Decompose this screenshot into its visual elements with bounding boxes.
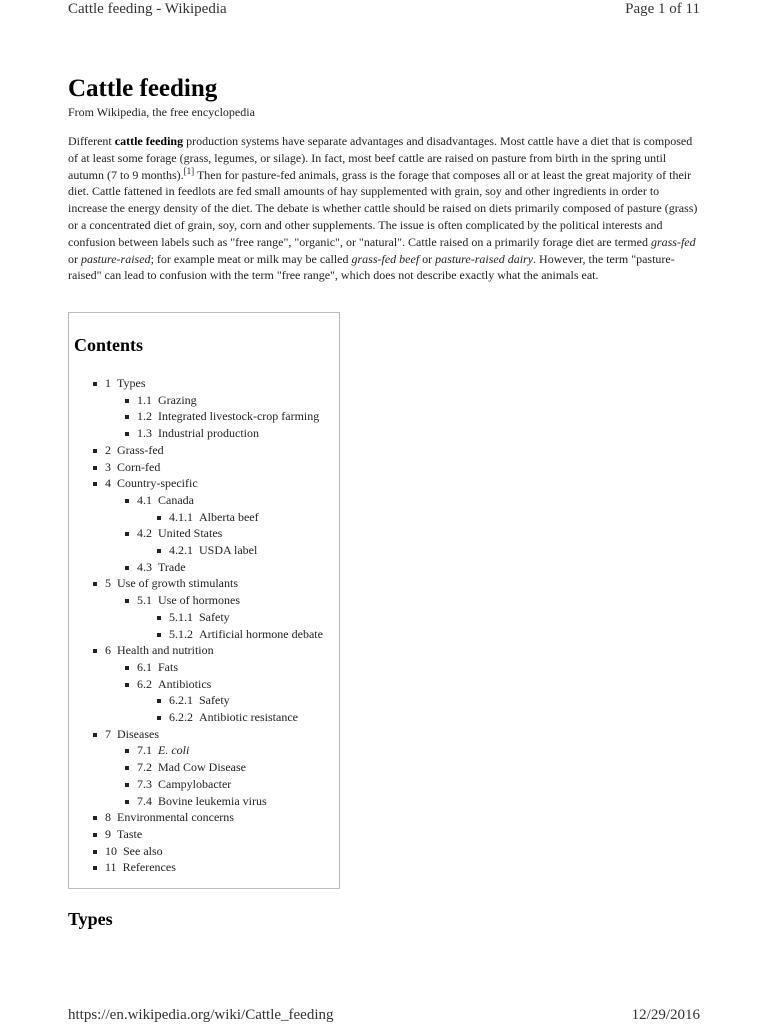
toc-item-number: 7.4	[137, 793, 152, 808]
toc-item-number: 6	[105, 643, 111, 658]
toc-item-link[interactable]: Mad Cow Disease	[158, 760, 246, 775]
toc-item[interactable]	[69, 442, 323, 459]
print-footer-date: 12/29/2016	[631, 1007, 700, 1023]
toc-item[interactable]	[69, 692, 323, 709]
toc-item-number: 6.2.1	[169, 693, 193, 708]
toc-item[interactable]	[69, 726, 323, 743]
toc-item-number: 4	[105, 476, 111, 491]
toc-item-number: 7.3	[137, 776, 152, 791]
toc-item-number: 4.3	[137, 559, 152, 574]
toc-item-link[interactable]: Taste	[117, 826, 143, 841]
toc-list	[69, 375, 323, 876]
toc-item-link[interactable]: Campylobacter	[158, 776, 232, 791]
toc-item-number: 1.1	[137, 392, 152, 407]
toc-item-link[interactable]: Diseases	[117, 726, 159, 741]
toc-item-number: 1	[105, 376, 111, 390]
toc-item-number: 6.2.2	[169, 710, 193, 725]
section-heading-types: Types	[68, 909, 113, 929]
toc-item-link[interactable]: Use of hormones	[158, 593, 240, 608]
toc-item-number: 1.2	[137, 409, 152, 424]
print-footer-url: https://en.wikipedia.org/wiki/Cattle_feeding	[68, 1007, 334, 1023]
toc-item[interactable]	[69, 408, 323, 425]
toc-item-link[interactable]: Environmental concerns	[117, 810, 234, 825]
toc-item-link[interactable]: Grass-fed	[117, 442, 164, 457]
toc-item-link[interactable]: E. coli	[158, 743, 190, 758]
toc-item-link[interactable]: Fats	[158, 659, 179, 674]
toc-item-link[interactable]: Alberta beef	[199, 509, 259, 524]
toc-item-number: 1.3	[137, 426, 152, 441]
toc-item-link[interactable]: Country-specific	[117, 476, 198, 491]
toc-item-link[interactable]: References	[122, 860, 176, 875]
toc-item[interactable]	[69, 676, 323, 693]
table-of-contents	[68, 312, 340, 889]
toc-item[interactable]	[69, 659, 323, 676]
toc-item-link[interactable]: Bovine leukemia virus	[158, 793, 267, 808]
toc-item-link[interactable]: Trade	[158, 559, 186, 574]
toc-item[interactable]	[69, 592, 323, 609]
toc-item[interactable]	[69, 459, 323, 476]
toc-item-number: 2	[105, 442, 111, 457]
toc-item[interactable]	[69, 826, 323, 843]
toc-item[interactable]	[69, 492, 323, 509]
toc-item[interactable]	[69, 509, 323, 526]
toc-item-number: 4.1	[137, 492, 152, 507]
toc-item[interactable]	[69, 375, 323, 392]
toc-item[interactable]	[69, 859, 323, 876]
toc-item-number: 4.2	[137, 526, 152, 541]
toc-item-link[interactable]: Antibiotic resistance	[199, 710, 298, 725]
toc-item[interactable]	[69, 759, 323, 776]
print-header-title: Cattle feeding - Wikipedia	[68, 1, 227, 17]
toc-item[interactable]	[69, 575, 323, 592]
toc-item-link[interactable]: Health and nutrition	[117, 643, 214, 658]
toc-item-link[interactable]: Canada	[158, 492, 194, 507]
toc-item-link[interactable]: USDA label	[199, 543, 258, 558]
toc-item-number: 9	[105, 826, 111, 841]
toc-item-number: 4.1.1	[169, 509, 193, 524]
toc-item[interactable]	[69, 626, 323, 643]
toc-item-link[interactable]: Antibiotics	[158, 676, 212, 691]
toc-item-number: 11	[105, 860, 117, 875]
toc-item[interactable]	[69, 559, 323, 576]
toc-item[interactable]	[69, 809, 323, 826]
toc-item-link[interactable]: Integrated livestock-crop farming	[158, 409, 320, 424]
toc-item-number: 5.1.2	[169, 626, 193, 641]
toc-item-link[interactable]: Corn-fed	[117, 459, 161, 474]
toc-item-number: 5.1	[137, 593, 152, 608]
toc-item[interactable]	[69, 609, 323, 626]
toc-item[interactable]	[69, 475, 323, 492]
toc-item-link[interactable]: Grazing	[158, 392, 197, 407]
reference-link[interactable]: [1]	[183, 165, 195, 176]
page-tagline: From Wikipedia, the free encyclopedia	[68, 105, 255, 119]
toc-item-number: 6.1	[137, 659, 152, 674]
toc-item-link[interactable]: Use of growth stimulants	[117, 576, 238, 591]
toc-item-link[interactable]: Artificial hormone debate	[199, 626, 323, 641]
toc-item-link[interactable]: Safety	[199, 693, 230, 708]
toc-item[interactable]	[69, 642, 323, 659]
toc-item-number: 3	[105, 459, 111, 474]
toc-item[interactable]	[69, 542, 323, 559]
print-header-page-number: Page 1 of 11	[625, 1, 700, 17]
toc-item-number: 10	[105, 843, 117, 858]
toc-item-link[interactable]: United States	[158, 526, 223, 541]
toc-item-number: 5	[105, 576, 111, 591]
intro-paragraph: Different cattle feeding production systems have separate advantages and disadvantages. Most cattle have a diet that is composed of at least some forage (grass, legumes, or silage). In fact, most beef cattle are raised on pasture from birth in the spring until autumn (7 to 9 months).[1] Then for pasture-fed animals, grass is the forage that composes all or at least the great majority of their diet. Cattle fattened in feedlots are fed small amounts of hay supplemented with grain, soy and other ingredients in order to increase the energy density of the diet. The debate is whether cattle should be raised on diets primarily composed of pasture (grass) or a concentrated diet of grain, soy, corn and other supplements. The issue is often complicated by the political interests and confusion between labels such as "free range", "organic", or "natural". Cattle raised on a primarily forage diet are termed grass-fed or pasture-raised; for example meat or milk may be called grass-fed beef or pasture-raised dairy. However, the term "pasture-raised" can lead to confusion with the term "free range", which does not describe exactly what the animals eat.	[68, 134, 698, 283]
toc-item-number: 6.2	[137, 676, 152, 691]
toc-item[interactable]	[69, 742, 323, 759]
toc-item[interactable]	[69, 392, 323, 409]
intro-bold-term: cattle feeding	[114, 134, 184, 148]
toc-item-number: 7.1	[137, 743, 152, 758]
toc-item-number: 4.2.1	[169, 543, 193, 558]
toc-item[interactable]	[69, 793, 323, 810]
toc-item[interactable]	[69, 709, 323, 726]
toc-item[interactable]	[69, 425, 323, 442]
toc-item[interactable]	[69, 843, 323, 860]
toc-item-number: 7.2	[137, 760, 152, 775]
toc-title: Contents	[74, 335, 144, 355]
toc-item-link[interactable]: Industrial production	[158, 426, 259, 441]
toc-item-link[interactable]: Safety	[199, 609, 230, 624]
toc-item[interactable]	[69, 525, 323, 542]
toc-item-link[interactable]: See also	[123, 843, 163, 858]
toc-item-number: 5.1.1	[169, 609, 193, 624]
toc-item-link[interactable]: Types	[117, 376, 146, 390]
toc-item-number: 7	[105, 726, 111, 741]
toc-item-number: 8	[105, 810, 111, 825]
page-title: Cattle feeding	[68, 75, 218, 102]
toc-item[interactable]	[69, 776, 323, 793]
